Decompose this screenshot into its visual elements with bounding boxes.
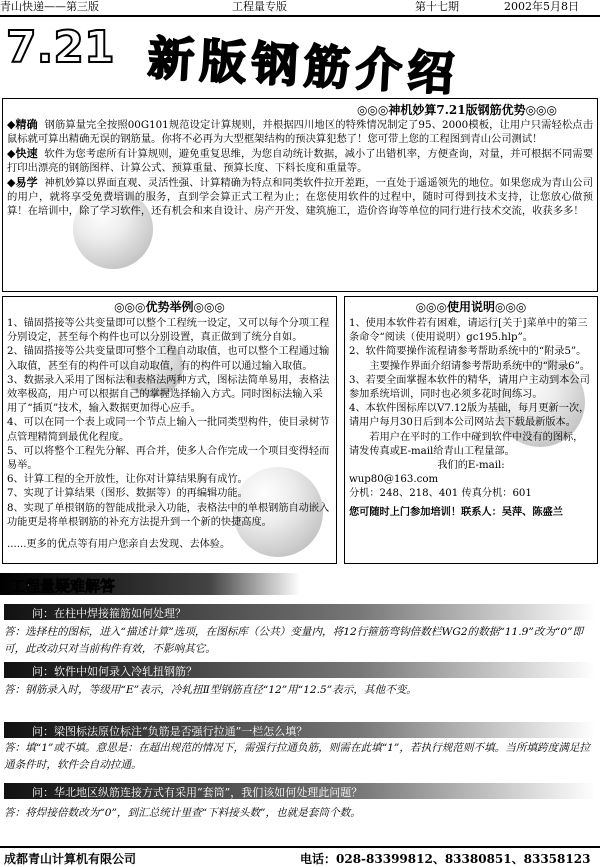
page-header [0, 0, 600, 14]
usage-item: 2、软件简要操作流程请参考帮助系统中的“附录5”。 [349, 346, 587, 358]
header-special-edition: 工程量专版 [232, 0, 287, 13]
email-link[interactable]: wup80@163.com [349, 474, 439, 486]
example-more: ......更多的优点等有用户您亲自去发现、去体验。 [7, 539, 231, 551]
example-item: 7、实现了计算结果（图形、数据等）的再编辑功能。 [7, 488, 248, 500]
qa-question-2: 问：软件中如何录入冷轧扭钢筋？ [4, 662, 596, 678]
feature-fast: ◆快速 软件为您考虑所有计算规则，避免重复思维，为您自动统计数据，减小了出错机率，方便查询，对量，并可根据不同需要打印出漂亮的钢筋图样、计算公式、预算重量、预算长度、下料长度和重量等。 [7, 146, 594, 175]
feature-easy: ◆易学 神机妙算以界面直观、灵活性强、计算精确为特点和同类软件拉开差距，一直处于遥遥领先的地位。如果您成为青山公司的用户，就将享受免费培训的服务，直到学会算正式工程为止；在您使用软件的过程中，随时可得到技术支持，让您放心做预算！在培训中，除了学习软件，还有机会和来自设计、房产开发、建筑施工，造价咨询等单位的同行进行技术交流，收获多多！ [7, 175, 594, 218]
usage-item: 4、本软件图标库以V7.12版为基础，每月更新一次，请用户每月30日后到本公司网站去下载最新版本。 [349, 403, 590, 429]
qa-banner-title: 工程量疑难解答 [10, 577, 116, 595]
example-item: 5、可以将整个工程先分解、再合并，使多人合作完成一个项目变得轻而易举。 [7, 445, 330, 472]
usage-heading: ◎◎◎使用说明◎◎◎ [415, 300, 527, 314]
header-section: 青山快递——第三版 [0, 0, 99, 13]
usage-item: 若用户在平时的工作中碰到软件中没有的图标，请发传真或E-mail给青山工程量部。 [349, 431, 584, 457]
header-divider [0, 15, 600, 17]
header-date: 2002年5月8日 [504, 0, 579, 13]
fax-extensions: 分机：248、218、401 传真分机：601 [349, 488, 532, 500]
footer-company: 成都青山计算机有限公司 [4, 852, 137, 866]
qa-answer-2: 答：钢筋录入时，等级用“E”表示，冷轧扭Ⅱ型钢筋直径“12”用“12.5”表示，其他不变。 [4, 684, 417, 696]
usage-item: 1、使用本软件若有困难，请运行[关于]菜单中的第三条命令“阅读（使用说明）gc195.hlp”。 [349, 318, 588, 344]
qa-question-3: 问：梁图标法原位标注“负筋是否强行拉通”一栏怎么填？ [4, 722, 596, 738]
usage-box [344, 296, 598, 564]
footer-phone: 电话：028-83399812、83380851、83358123 [300, 852, 591, 866]
feature-accurate: ◆精确 钢筋算量完全按照00G101规范设定计算规则，并根据四川地区的特殊情况制定了95、2000模板，让用户只需轻松点击鼠标就可算出精确无误的钢筋量。你将不必再为大型框架结构的预决算犯愁了！您可带上您的工程图到青山公司测试！ [7, 118, 594, 146]
example-item: 4、可以在同一个表上或同一个节点上输入一批同类型构件，使目录树节点管理精简到最优化程度。 [7, 417, 330, 443]
title-banner [0, 18, 600, 102]
usage-item: 主要操作界面介绍请参考帮助系统中的“附录6”。 [369, 360, 591, 372]
qa-answer-1: 答：选择柱的图标，进入“描述计算”选项，在图标库（公共）变量内，将12行箍筋弯钩倍数栏WG2的数据“11.9”改为“0”即可，此改动只对当前构件有效，不影响其它。 [4, 626, 584, 655]
email-label: 我们的E-mail: [437, 460, 505, 472]
qa-question-1: 问：在柱中焊接箍筋如何处理？ [4, 604, 596, 620]
qa-answer-4: 答：将焊接倍数改为“0”，到汇总统计里查“下料接头数”，也就是套筒个数。 [4, 807, 361, 819]
training-contact: 您可随时上门参加培训！联系人：吴萍、陈盛兰 [349, 506, 563, 518]
example-item: 1、锚固搭接等公共变量即可以整个工程统一设定，又可以每个分项工程分别设定，甚至每个构件也可以分别设置，真正做到了统分自如。 [7, 318, 330, 344]
example-item: 6、计算工程的全开放性，让你对计算结果胸有成竹。 [7, 474, 248, 486]
qa-answer-3: 答：填“1”或不填。意思是：在超出规范的情况下，需强行拉通负筋，则需在此填“1”，若执行规范则不填。当所填跨度满足拉通条件时，软件会自动拉通。 [4, 742, 591, 771]
features-heading: ◎◎◎神机妙算7.21版钢筋优势◎◎◎ [356, 103, 557, 117]
example-item: 2、锚固搭接等公共变量即可整个工程自动取值，也可以整个工程通过输入取值，甚至有的构件可以自动取值，有的构件可以通过输入取值。 [7, 346, 330, 372]
footer-divider [0, 846, 600, 848]
example-item: 8、实现了单根钢筋的智能成批录入功能，表格法中的单根钢筋自动嵌入功能更是将单根钢筋的补充方法提升到一个新的快捷高度。 [7, 502, 330, 528]
features-box [2, 98, 598, 292]
usage-item: 3、若要全面掌握本软件的精华，请用户主动到本公司参加系统培训，同时也必须多花时间练习。 [349, 374, 590, 401]
banner-version: 7.21 [6, 22, 115, 73]
banner-title: 新版钢筋介绍 [146, 30, 462, 102]
qa-question-4: 问：华北地区纵筋连接方式有采用“套筒”，我们该如何处理此问题？ [4, 783, 596, 799]
header-issue: 第十七期 [415, 0, 459, 13]
examples-heading: ◎◎◎优势举例◎◎◎ [114, 300, 225, 314]
qa-banner [0, 573, 300, 595]
example-item: 3、数据录入采用了图标法和表格法两种方式，图标法简单易用，表格法效率极高，用户可以根据自己的掌握选择输入方式。同时图标法输入采用了“插页”技术，输入数据更加得心应手。 [7, 374, 330, 415]
examples-box [2, 296, 337, 564]
